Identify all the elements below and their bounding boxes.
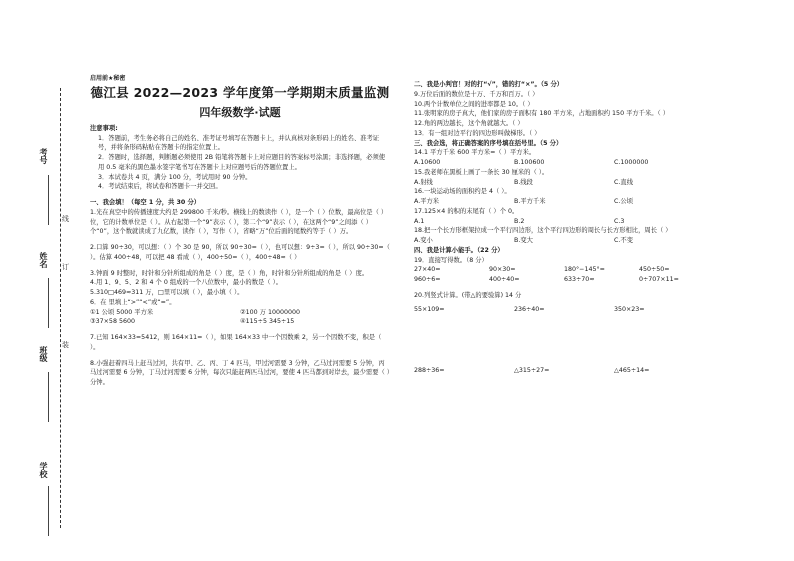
vertical-calc-row (414, 305, 714, 315)
judge-question: 12.角的两边越长，这个角就越大。（ ） (414, 120, 524, 127)
choice-question-14: 14.1 平方千米 600 平方米=（ ）平方米。 (414, 149, 536, 157)
oral-calc-item: 27×40= (414, 266, 441, 274)
choice-question-18: 18.把一个长方形框架拉成一个平行四边形，这个平行四边形的周长与长方形相比，周长（ ） (414, 227, 672, 235)
choice-question-16: 16.一块运动场的面积约是 4（ ）。 (414, 188, 511, 196)
choice-options (414, 197, 714, 207)
oral-calc-item: 180°−145°= (564, 266, 605, 274)
choice-option: B.100600 (514, 159, 545, 166)
choice-options (414, 178, 714, 188)
section-heading: 四、我是计算小能手。（22 分） (414, 246, 504, 254)
question-1: 1.光在真空中的传播速度大约是 299800 千米/秒。横线上的数读作（ ），是一个（ ）位数，最高位是（ ）位，它的计数单位是（ ）。从右起第一个“9”表示（ ），第二个“9”表示（ ），在这两个“9”之间添（ ）个“0”，这个数就读成了九亿数，读作（ ），写作（ ），省略“万”位后面的尾数约等于（ ）万。 (90, 208, 388, 236)
vertical-calc-item: 236÷40= (514, 305, 545, 313)
question-19: 19．直接写得数。（8 分） (414, 256, 488, 264)
cut-mark-line: 线 (62, 215, 69, 223)
question-5: 5.310□469≈311 万，□里可以填（ ），最小填（ ）。 (90, 289, 244, 297)
choice-option: C.直线 (614, 178, 633, 186)
choice-options (414, 217, 714, 227)
choice-option: A.变小 (414, 237, 433, 244)
compare-item: ③37×58 5600 (90, 318, 135, 326)
choice-option: C.1000000 (614, 159, 649, 166)
compare-item: ①1 公顷 5000 平方米 (90, 308, 154, 316)
question-20: 20.列竖式计算。(带△的要验算) 14 分 (414, 291, 522, 299)
question-6-items (90, 308, 390, 318)
section-heading: 三、我会选，将正确答案的序号填在括号里。（5 分） (414, 139, 563, 147)
choice-options (414, 158, 714, 168)
choice-option: C.公顷 (614, 198, 633, 205)
vertical-calc-item: △465÷14= (614, 367, 650, 375)
compare-item: ④115÷5 345÷15 (240, 318, 295, 326)
choice-option: C.不变 (614, 237, 633, 244)
vertical-calc-item: 55×109= (414, 305, 445, 313)
choice-option: A.平方米 (414, 198, 440, 205)
choice-question-17: 17.125×4 的积的末尾有（ ）个 0。 (414, 207, 519, 215)
choice-option: A.1 (414, 217, 425, 225)
field-exam-number-blank[interactable] (34, 175, 49, 225)
judge-question: 11.张明家的房子真大，他们家的房子面积有 180 平方米，占地面积约 150 平方千米。（ ） (414, 110, 670, 118)
note-item: 1．答题前，考生务必将自己的姓名、准考证号填写在答题卡上，并认真核对条形码上的姓名、准考证号，并将条形码粘贴在答题卡的指定位置上。 (98, 134, 380, 152)
judge-question: 9.万位后面的数位是十万、千万和百万。（ ） (414, 90, 539, 98)
right-column (414, 80, 714, 376)
question-4: 4.用 1、9、5、2 和 4 个 0 组成的一个八位数中，最小的数是（ ）。 (90, 279, 283, 287)
field-exam-number-label: 考号 (39, 148, 48, 164)
vertical-calc-item: 350×23= (614, 305, 645, 313)
vertical-calc-item: △315÷27= (514, 367, 550, 375)
field-name-label: 姓名 (39, 252, 48, 268)
question-7: 7.已知 164×33=5412，则 164×11=（ ），如果 164×33 中一个因数乘 2，另一个因数不变，积是（ ）。 (90, 334, 382, 351)
left-column (90, 74, 390, 388)
field-name-blank[interactable] (34, 278, 49, 328)
field-class-label: 班级 (39, 346, 48, 362)
question-6: 6．在 里填上“>”“<”或“=”。 (90, 298, 176, 306)
notes-heading: 注意事项: (90, 124, 118, 132)
oral-calc-item: 90×30= (489, 266, 516, 274)
choice-question-15: 15.我老师在黑板上画了一条长 30 厘米的（ ）。 (414, 168, 549, 176)
oral-calc-item: 0÷707×11= (639, 276, 679, 283)
exam-subtitle: 四年级数学·试题 (199, 105, 281, 119)
oral-calc-item: 633÷70≈ (564, 276, 595, 283)
oral-calc-item: 960÷6= (414, 276, 441, 283)
section-heading: 二、我是小判官！对的打“√”，错的打“×”。（5 分） (414, 81, 564, 88)
cut-mark-install: 装 (62, 341, 69, 349)
oral-calc-row (414, 265, 714, 275)
vertical-calc-row (414, 366, 714, 376)
oral-calc-row (414, 275, 714, 285)
question-6-items (90, 317, 390, 327)
judge-question: 13．有一组对边平行的四边形叫做梯形。（ ） (414, 129, 541, 137)
note-item: 3．本试卷共 4 页，满分 100 分，考试用时 90 分钟。 (98, 173, 252, 181)
field-class-blank[interactable] (34, 372, 49, 422)
question-3: 3.钟面 9 时整时，时针和分针所组成的角是（ ）度，是（ ）角，时针和分针所组成的角是（ ）度。 (90, 269, 369, 277)
section-heading: 一、我会填！（每空 1 分，共 30 分） (90, 199, 201, 207)
question-8: 8.小强赶着四马上赶马过河，共有甲、乙、丙、丁 4 匹马，甲过河需要 3 分钟，乙马过河需要 5 分钟，丙马过河需要 6 分钟，丁马过河需要 6 分钟，每次只能赶两匹马过河，要使 4 匹马都到对岸去，最少需要（ ）分钟。 (90, 359, 390, 387)
note-item: 2．答题时，选择题，判断题必须使用 2B 铅笔将答题卡上对应题目的答案标号涂黑；非选择题，必须使用 0.5 毫米的黑色墨水签字笔书写在答题卡上对应题号后的答题位置上。 (98, 154, 386, 171)
judge-question: 10.两个计数单位之间的进率都是 10。（ ） (414, 100, 534, 108)
choice-options (414, 236, 714, 246)
field-school-label: 学校 (39, 462, 48, 478)
cut-mark-bind: 订 (62, 263, 69, 271)
choice-option: A.10600 (414, 159, 441, 166)
choice-option: B.平方千米 (514, 198, 546, 205)
compare-item: ②100 万 10000000 (240, 308, 301, 316)
binding-dashed-line (60, 88, 61, 528)
choice-option: C.3 (614, 217, 625, 225)
field-school-blank[interactable] (34, 486, 49, 536)
note-item: 4．考试结束后，将试卷和答题卡一并交回。 (98, 183, 222, 191)
oral-calc-item: 450÷50= (639, 266, 670, 274)
secret-label: 启用前★秘密 (90, 75, 126, 82)
question-2: 2.口算 90÷30，可以想：（ ）个 30 是 90，所以 90÷30=（ ），也可以想：9÷3=（ ），所以 90÷30=（ ）。估算 400÷48，可以把 48 看成（ ），400÷50=（ ），400÷48≈（ ） (90, 244, 390, 261)
choice-option: B.2 (514, 217, 525, 225)
oral-calc-item: 400÷40= (489, 276, 520, 283)
choice-option: B.变大 (514, 237, 533, 244)
vertical-calc-item: 288÷36= (414, 367, 445, 375)
choice-option: B.线段 (514, 178, 533, 186)
exam-title: 德江县 2022—2023 学年度第一学期期末质量监测 (90, 85, 390, 101)
choice-option: A.射线 (414, 178, 433, 186)
